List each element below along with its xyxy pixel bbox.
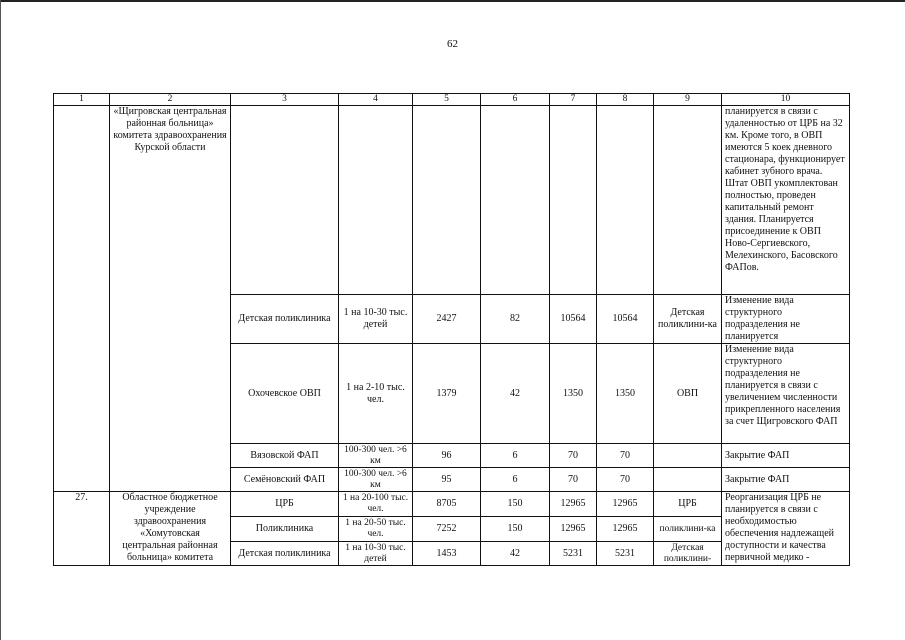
unit-type-cell (654, 468, 722, 492)
table-cell: 42 (481, 542, 550, 566)
unit-name-cell: Детская поликлиника (231, 542, 339, 566)
unit-name-cell: ЦРБ (231, 492, 339, 517)
unit-name-cell: Охочевское ОВП (231, 344, 339, 444)
page-frame-top (0, 0, 905, 2)
table-cell (339, 106, 413, 295)
header-cell: 6 (481, 94, 550, 106)
unit-name-cell: Детская поликлиника (231, 295, 339, 344)
unit-name-cell: Вязовской ФАП (231, 444, 339, 468)
note-cell: Изменение вида структурного подразделения не планируется в связи с увеличением численности прикрепленного населения за счет Щигровского ФАП (722, 344, 850, 444)
table-cell: 7252 (413, 517, 481, 542)
table-cell: 5231 (550, 542, 597, 566)
unit-type-cell: ЦРБ (654, 492, 722, 517)
header-cell: 5 (413, 94, 481, 106)
page-number: 62 (447, 38, 458, 50)
unit-type-cell: поликлини-ка (654, 517, 722, 542)
unit-type-cell: Детская поликлини-ка (654, 295, 722, 344)
table-cell (550, 106, 597, 295)
norm-cell: 1 на 10-30 тыс. детей (339, 542, 413, 566)
table-cell: 70 (597, 468, 654, 492)
table-cell: 150 (481, 492, 550, 517)
unit-name-cell: Семёновский ФАП (231, 468, 339, 492)
header-row (54, 94, 850, 106)
norm-cell: 1 на 20-50 тыс. чел. (339, 517, 413, 542)
organization-cell: Областное бюджетное учреждение здравоохранения «Хомутовская центральная районная больница» комитета (110, 492, 231, 566)
page-frame-left (0, 0, 1, 640)
table-cell: 8705 (413, 492, 481, 517)
organization-cell: «Щигровская центральная районная больница» комитета здравоохранения Курской области (110, 106, 231, 492)
table-cell: 6 (481, 468, 550, 492)
table-cell: 1379 (413, 344, 481, 444)
header-cell: 1 (54, 94, 110, 106)
header-cell: 2 (110, 94, 231, 106)
table-cell: 10564 (597, 295, 654, 344)
table-cell: 1350 (550, 344, 597, 444)
note-cell: Закрытие ФАП (722, 468, 850, 492)
note-cell: Изменение вида структурного подразделения не планируется (722, 295, 850, 344)
unit-name-cell: Поликлиника (231, 517, 339, 542)
table-cell (231, 106, 339, 295)
table-cell: 12965 (597, 517, 654, 542)
table-cell (597, 106, 654, 295)
table-cell (413, 106, 481, 295)
table-cell: 12965 (550, 517, 597, 542)
norm-cell: 100-300 чел. >6 км (339, 468, 413, 492)
data-table (53, 93, 850, 566)
table-cell (481, 106, 550, 295)
header-cell: 7 (550, 94, 597, 106)
table-cell: 150 (481, 517, 550, 542)
row-number-cell (54, 106, 110, 492)
table-row (54, 106, 850, 295)
unit-type-cell: ОВП (654, 344, 722, 444)
table-cell: 96 (413, 444, 481, 468)
table-cell: 1453 (413, 542, 481, 566)
note-cell: Закрытие ФАП (722, 444, 850, 468)
table-cell: 6 (481, 444, 550, 468)
table-cell: 70 (550, 444, 597, 468)
table-row (54, 492, 850, 517)
table-cell: 10564 (550, 295, 597, 344)
header-cell: 4 (339, 94, 413, 106)
table-cell: 1350 (597, 344, 654, 444)
row-number-cell: 27. (54, 492, 110, 566)
table-cell (654, 106, 722, 295)
norm-cell: 1 на 10-30 тыс. детей (339, 295, 413, 344)
table-cell: 42 (481, 344, 550, 444)
norm-cell: 100-300 чел. >6 км (339, 444, 413, 468)
header-cell: 3 (231, 94, 339, 106)
table-cell: 70 (550, 468, 597, 492)
header-cell: 8 (597, 94, 654, 106)
header-cell: 10 (722, 94, 850, 106)
table-cell: 2427 (413, 295, 481, 344)
table-cell: 82 (481, 295, 550, 344)
norm-cell: 1 на 20-100 тыс. чел. (339, 492, 413, 517)
norm-cell: 1 на 2-10 тыс. чел. (339, 344, 413, 444)
unit-type-cell: Детская поликлини- (654, 542, 722, 566)
table-cell: 95 (413, 468, 481, 492)
note-cell: планируется в связи с удаленностью от ЦРБ на 32 км. Кроме того, в ОВП имеются 5 коек дневного стационара, функционирует кабинет зубного врача. Штат ОВП укомплектован полностью, проведен капитальный ремонт здания. Планируется присоединение к ОВП Ново-Сергиевского, Мелехинского, Басовского ФАПов. (722, 106, 850, 295)
header-cell: 9 (654, 94, 722, 106)
table-cell: 70 (597, 444, 654, 468)
table-cell: 12965 (597, 492, 654, 517)
table-cell: 12965 (550, 492, 597, 517)
unit-type-cell (654, 444, 722, 468)
note-cell: Реорганизация ЦРБ не планируется в связи с необходимостью обеспечения надлежащей доступности и качества первичной медико - (722, 492, 850, 566)
table-cell: 5231 (597, 542, 654, 566)
